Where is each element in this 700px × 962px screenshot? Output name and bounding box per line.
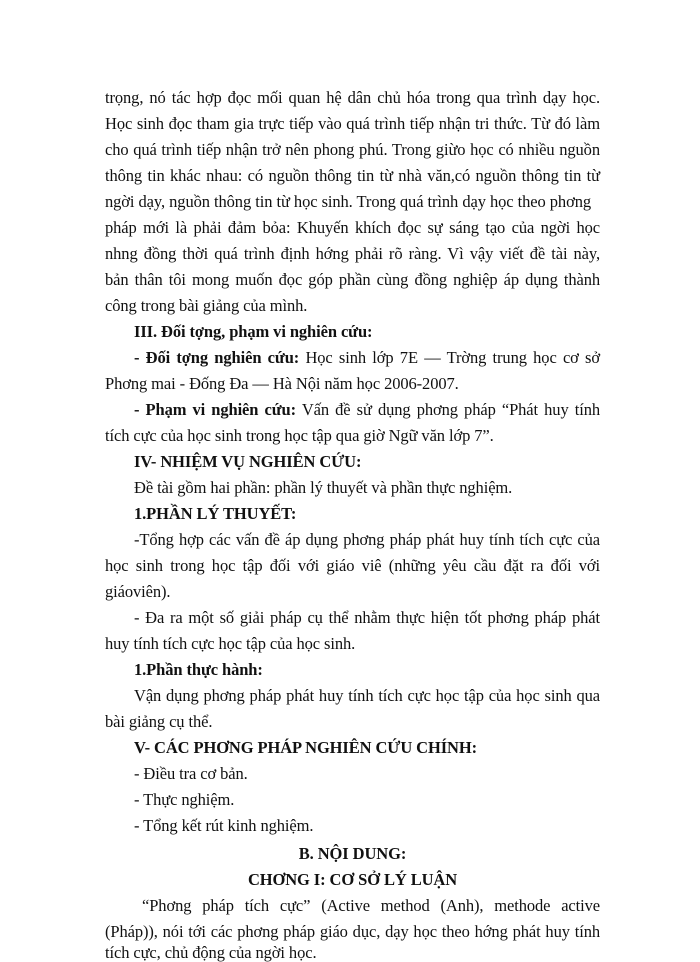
research-object-text: Học sinh lớp 7E — Trờng trung học cơ sở: [299, 348, 601, 367]
section-heading-iii-text: III. Đối tợng, phạm vi nghiên cứu:: [134, 322, 373, 341]
research-scope-label: - Phạm vi nghiên cứu:: [134, 400, 296, 419]
section-heading-v-text: V- CÁC PHƠNG PHÁP NGHIÊN CỨU CHÍNH:: [134, 738, 477, 757]
content-para-line-2: (Pháp)), nói tới các phơng pháp giáo dục, dạy học theo hớng phát huy tính: [105, 922, 600, 941]
theory-item-1-line-2: học sinh trong học tập đối với giáo viê (những yêu cầu đặt ra đối với: [105, 556, 600, 575]
theory-item-2-line-2: huy tính tích cực học tập của học sinh.: [105, 634, 356, 653]
body-line: trọng, nó tác hợp đọc mối quan hệ dân chủ hóa trong qua trình dạy học.: [105, 88, 600, 107]
section-heading-v: [134, 738, 477, 758]
body-line: Học sinh đọc tham gia trực tiếp vào quá trình tiếp nhận tri thức. Từ đó làm: [105, 114, 600, 133]
theory-heading: [134, 504, 296, 524]
research-scope-text: Vấn đề sử dụng phơng pháp “Phát huy tính: [296, 400, 600, 419]
tasks-intro: Đề tài gồm hai phần: phần lý thuyết và phần thực nghiệm.: [134, 478, 513, 497]
body-line: ngời dạy, nguồn thông tin từ học sinh. Trong quá trình dạy học theo phơng: [105, 192, 591, 211]
content-para-line-3: tích cực, chủ động của ngời học.: [105, 943, 317, 962]
chapter-heading-text: CHƠNG I: CƠ SỞ LÝ LUẬN: [247, 870, 458, 889]
chapter-heading: [105, 870, 600, 890]
content-para-line-1: “Phơng pháp tích cực” (Active method (Anh), methode active: [142, 896, 600, 915]
practice-heading-text: 1.Phần thực hành:: [134, 660, 263, 679]
practice-item-line-2: bài giảng cụ thể.: [105, 712, 213, 731]
body-line: công trong bài giảng của mình.: [105, 296, 308, 315]
research-object-label: - Đối tợng nghiên cứu:: [134, 348, 300, 367]
body-line: thông tin khác nhau: có nguồn thông tin từ nhà văn,có nguồn thông tin từ: [105, 166, 600, 185]
research-object-line: [134, 348, 600, 368]
theory-item-1: -Tổng hợp các vấn đề áp dụng phơng pháp phát huy tính tích cực của: [134, 530, 600, 549]
section-heading-iv-text: IV- NHIỆM VỤ NGHIÊN CỨU:: [134, 452, 362, 471]
body-line: nhng đồng thời quá trình định hớng phải rõ ràng. Vì vậy viết đề tài này,: [105, 244, 600, 263]
theory-item-2: - Đa ra một số giải pháp cụ thể nhằm thực hiện tốt phơng pháp phát: [134, 608, 600, 627]
body-line: pháp mới là phải đảm bỏa: Khuyến khích đọc sự sáng tạo của ngời học: [105, 218, 600, 237]
part-b-heading-text: B. NỘI DUNG:: [298, 844, 407, 863]
section-heading-iv: [134, 452, 361, 472]
body-line: bản thân tôi mong muốn đọc góp phần cùng đồng nghiệp áp dụng thành: [105, 270, 600, 289]
practice-item: Vận dụng phơng pháp phát huy tính tích cực học tập của học sinh qua: [134, 686, 600, 705]
part-b-heading: [105, 844, 600, 864]
theory-heading-text: 1.PHẦN LÝ THUYẾT:: [134, 504, 297, 523]
research-scope-line: [134, 400, 600, 420]
research-object-line-2: Phơng mai - Đống Đa — Hà Nội năm học 2006-2007.: [105, 374, 459, 393]
method-item: - Điều tra cơ bản.: [134, 764, 248, 783]
section-heading-iii: [134, 322, 372, 342]
research-scope-line-2: tích cực của học sinh trong học tập qua giờ Ngữ văn lớp 7”.: [105, 426, 494, 445]
theory-item-1-line-3: giáoviên).: [105, 582, 171, 601]
body-line: cho quá trình tiếp nhận trở nên phong phú. Trong giừo học có nhiều nguồn: [105, 140, 600, 159]
method-item: - Tổng kết rút kinh nghiệm.: [134, 816, 314, 835]
method-item: - Thực nghiệm.: [134, 790, 235, 809]
practice-heading: [134, 660, 263, 680]
